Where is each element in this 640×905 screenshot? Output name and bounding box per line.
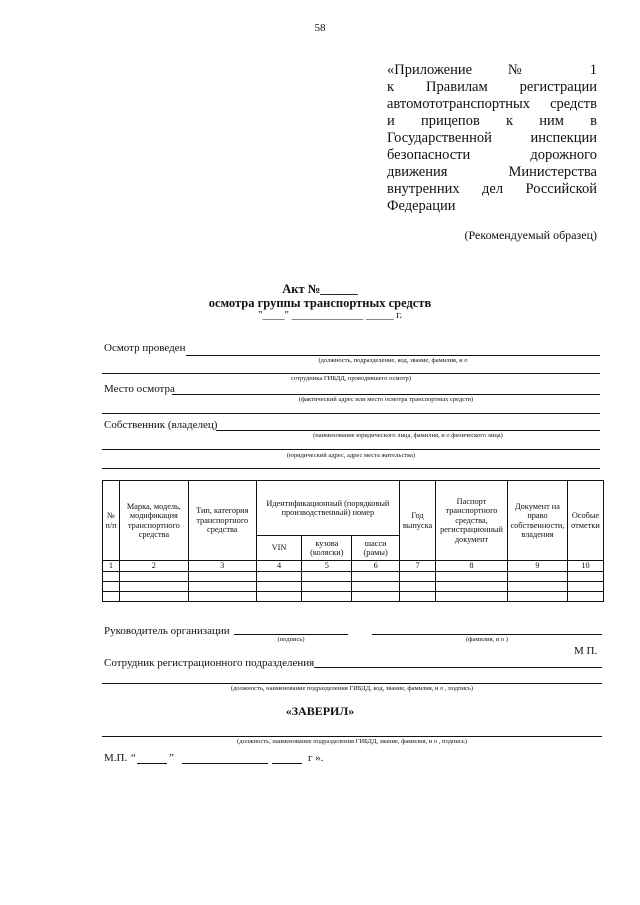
certified-hint: (должность, наименование подразделения ГИБДД, звание, фамилия, и о , подпись) xyxy=(237,738,467,745)
employee-line-2[interactable] xyxy=(102,683,602,684)
head-label: Руководитель организации xyxy=(104,625,230,637)
header-body: кузова (коляски) xyxy=(302,536,352,561)
table-cell[interactable] xyxy=(507,571,567,581)
date-day-line[interactable] xyxy=(137,763,167,764)
column-number: 4 xyxy=(256,561,302,572)
quote-open-icon: “ xyxy=(131,752,136,764)
appendix-line: к Правилам регистрации xyxy=(387,79,597,95)
table-cell[interactable] xyxy=(400,591,436,601)
table-cell[interactable] xyxy=(256,581,302,591)
appendix-line: и прицепов к ним в xyxy=(387,113,597,129)
table-row[interactable] xyxy=(103,571,604,581)
appendix-line: движения Министерства xyxy=(387,164,597,180)
table-cell[interactable] xyxy=(256,571,302,581)
table-cell[interactable] xyxy=(567,581,603,591)
employee-label: Сотрудник регистрационного подразделения xyxy=(104,657,315,669)
table-cell[interactable] xyxy=(400,571,436,581)
quote-close-icon: ” xyxy=(169,752,174,764)
inspection-by-line-2[interactable] xyxy=(102,373,600,374)
table-cell[interactable] xyxy=(188,591,256,601)
vehicles-table xyxy=(102,480,604,602)
date-tail: г ». xyxy=(308,752,324,764)
column-number: 3 xyxy=(188,561,256,572)
stamp-label: М П. xyxy=(574,645,598,657)
table-cell[interactable] xyxy=(352,581,400,591)
table-cell[interactable] xyxy=(400,581,436,591)
table-cell[interactable] xyxy=(103,571,120,581)
appendix-line: Федерации xyxy=(387,198,456,214)
header-vin: VIN xyxy=(256,536,302,561)
column-numbers-row xyxy=(103,561,604,572)
table-cell[interactable] xyxy=(352,591,400,601)
column-number: 1 xyxy=(103,561,120,572)
table-cell[interactable] xyxy=(436,591,508,601)
head-name-hint: (фамилия, и о ) xyxy=(466,636,508,643)
table-cell[interactable] xyxy=(119,591,188,601)
header-chassis: шасси (рамы) xyxy=(352,536,400,561)
table-cell[interactable] xyxy=(256,591,302,601)
column-number: 5 xyxy=(302,561,352,572)
header-document: Документ на право собственности, владения xyxy=(507,481,567,561)
column-number: 10 xyxy=(567,561,603,572)
owner-hint: (наименование юридического лица, фамилия, и о физического лица) xyxy=(313,432,503,439)
table-cell[interactable] xyxy=(302,591,352,601)
owner-label: Собственник (владелец) xyxy=(104,419,218,431)
place-line-2[interactable] xyxy=(102,413,600,414)
header-no: № п/п xyxy=(103,481,120,561)
table-cell[interactable] xyxy=(302,571,352,581)
table-cell[interactable] xyxy=(436,571,508,581)
column-number: 9 xyxy=(507,561,567,572)
header-passport: Паспорт транспортного средства, регистрационный документ xyxy=(436,481,508,561)
table-cell[interactable] xyxy=(103,581,120,591)
place-label: Место осмотра xyxy=(104,383,175,395)
table-cell[interactable] xyxy=(507,591,567,601)
head-signature-line[interactable] xyxy=(234,634,348,635)
sample-note: (Рекомендуемый образец) xyxy=(464,228,597,242)
act-date-line: "____" _____________ _____ г. xyxy=(258,309,403,321)
place-line[interactable] xyxy=(172,394,600,395)
employee-line[interactable] xyxy=(314,667,602,668)
table-cell[interactable] xyxy=(352,571,400,581)
table-cell[interactable] xyxy=(103,591,120,601)
table-cell[interactable] xyxy=(567,591,603,601)
date-month-line[interactable] xyxy=(182,763,268,764)
inspection-by-hint-2: сотрудника ГИБДД, проводившего осмотр) xyxy=(291,375,411,382)
appendix-line: автомототранспортных средств xyxy=(387,96,597,112)
date-year-line[interactable] xyxy=(272,763,302,764)
employee-hint: (должность, наименование подразделения ГИБДД, код, звание, фамилия, и о , подпись) xyxy=(230,685,474,692)
appendix-line: внутренних дел Российской xyxy=(387,181,597,197)
column-number: 6 xyxy=(352,561,400,572)
appendix-line: безопасности дорожного xyxy=(387,147,597,163)
place-hint: (фактический адрес или место осмотра транспортных средств) xyxy=(298,396,474,403)
table-cell[interactable] xyxy=(119,571,188,581)
inspection-by-hint: (должность, подразделение, код, звание, фамилия, и о xyxy=(318,357,468,364)
table-row[interactable] xyxy=(103,581,604,591)
header-type: Тип, категория транспортного средства xyxy=(188,481,256,561)
appendix-line: Государственной инспекции xyxy=(387,130,597,146)
table-row[interactable] xyxy=(103,591,604,601)
column-number: 2 xyxy=(119,561,188,572)
page-number: 58 xyxy=(314,22,326,34)
column-number: 7 xyxy=(400,561,436,572)
inspection-by-label: Осмотр проведен xyxy=(104,342,186,354)
owner-line-2[interactable] xyxy=(102,449,600,450)
table-cell[interactable] xyxy=(119,581,188,591)
header-year: Год выпуска xyxy=(400,481,436,561)
owner-line[interactable] xyxy=(216,430,600,431)
head-signature-hint: (подпись) xyxy=(277,636,305,643)
table-cell[interactable] xyxy=(507,581,567,591)
column-number: 8 xyxy=(436,561,508,572)
owner-hint-2: (юридический адрес, адрес места жительства) xyxy=(286,452,416,459)
act-subtitle: осмотра группы транспортных средств xyxy=(208,296,432,310)
stamp2-label: М.П. xyxy=(104,752,128,764)
header-ident: Идентификационный (порядковый производственный) номер xyxy=(256,481,399,536)
owner-line-3[interactable] xyxy=(102,468,600,469)
head-name-line[interactable] xyxy=(372,634,602,635)
certified-line[interactable] xyxy=(102,736,602,737)
inspection-by-line[interactable] xyxy=(186,355,600,356)
table-cell[interactable] xyxy=(436,581,508,591)
header-notes: Особые отметки xyxy=(567,481,603,561)
certified-title: «ЗАВЕРИЛ» xyxy=(285,704,355,718)
table-cell[interactable] xyxy=(302,581,352,591)
appendix-line: «Приложение № 1 xyxy=(387,62,597,78)
appendix-header xyxy=(387,62,597,215)
table-cell[interactable] xyxy=(188,571,256,581)
table-cell[interactable] xyxy=(188,581,256,591)
table-cell[interactable] xyxy=(567,571,603,581)
header-brand: Марка, модель, модификация транспортного средства xyxy=(119,481,188,561)
act-title: Акт №______ xyxy=(282,282,358,296)
